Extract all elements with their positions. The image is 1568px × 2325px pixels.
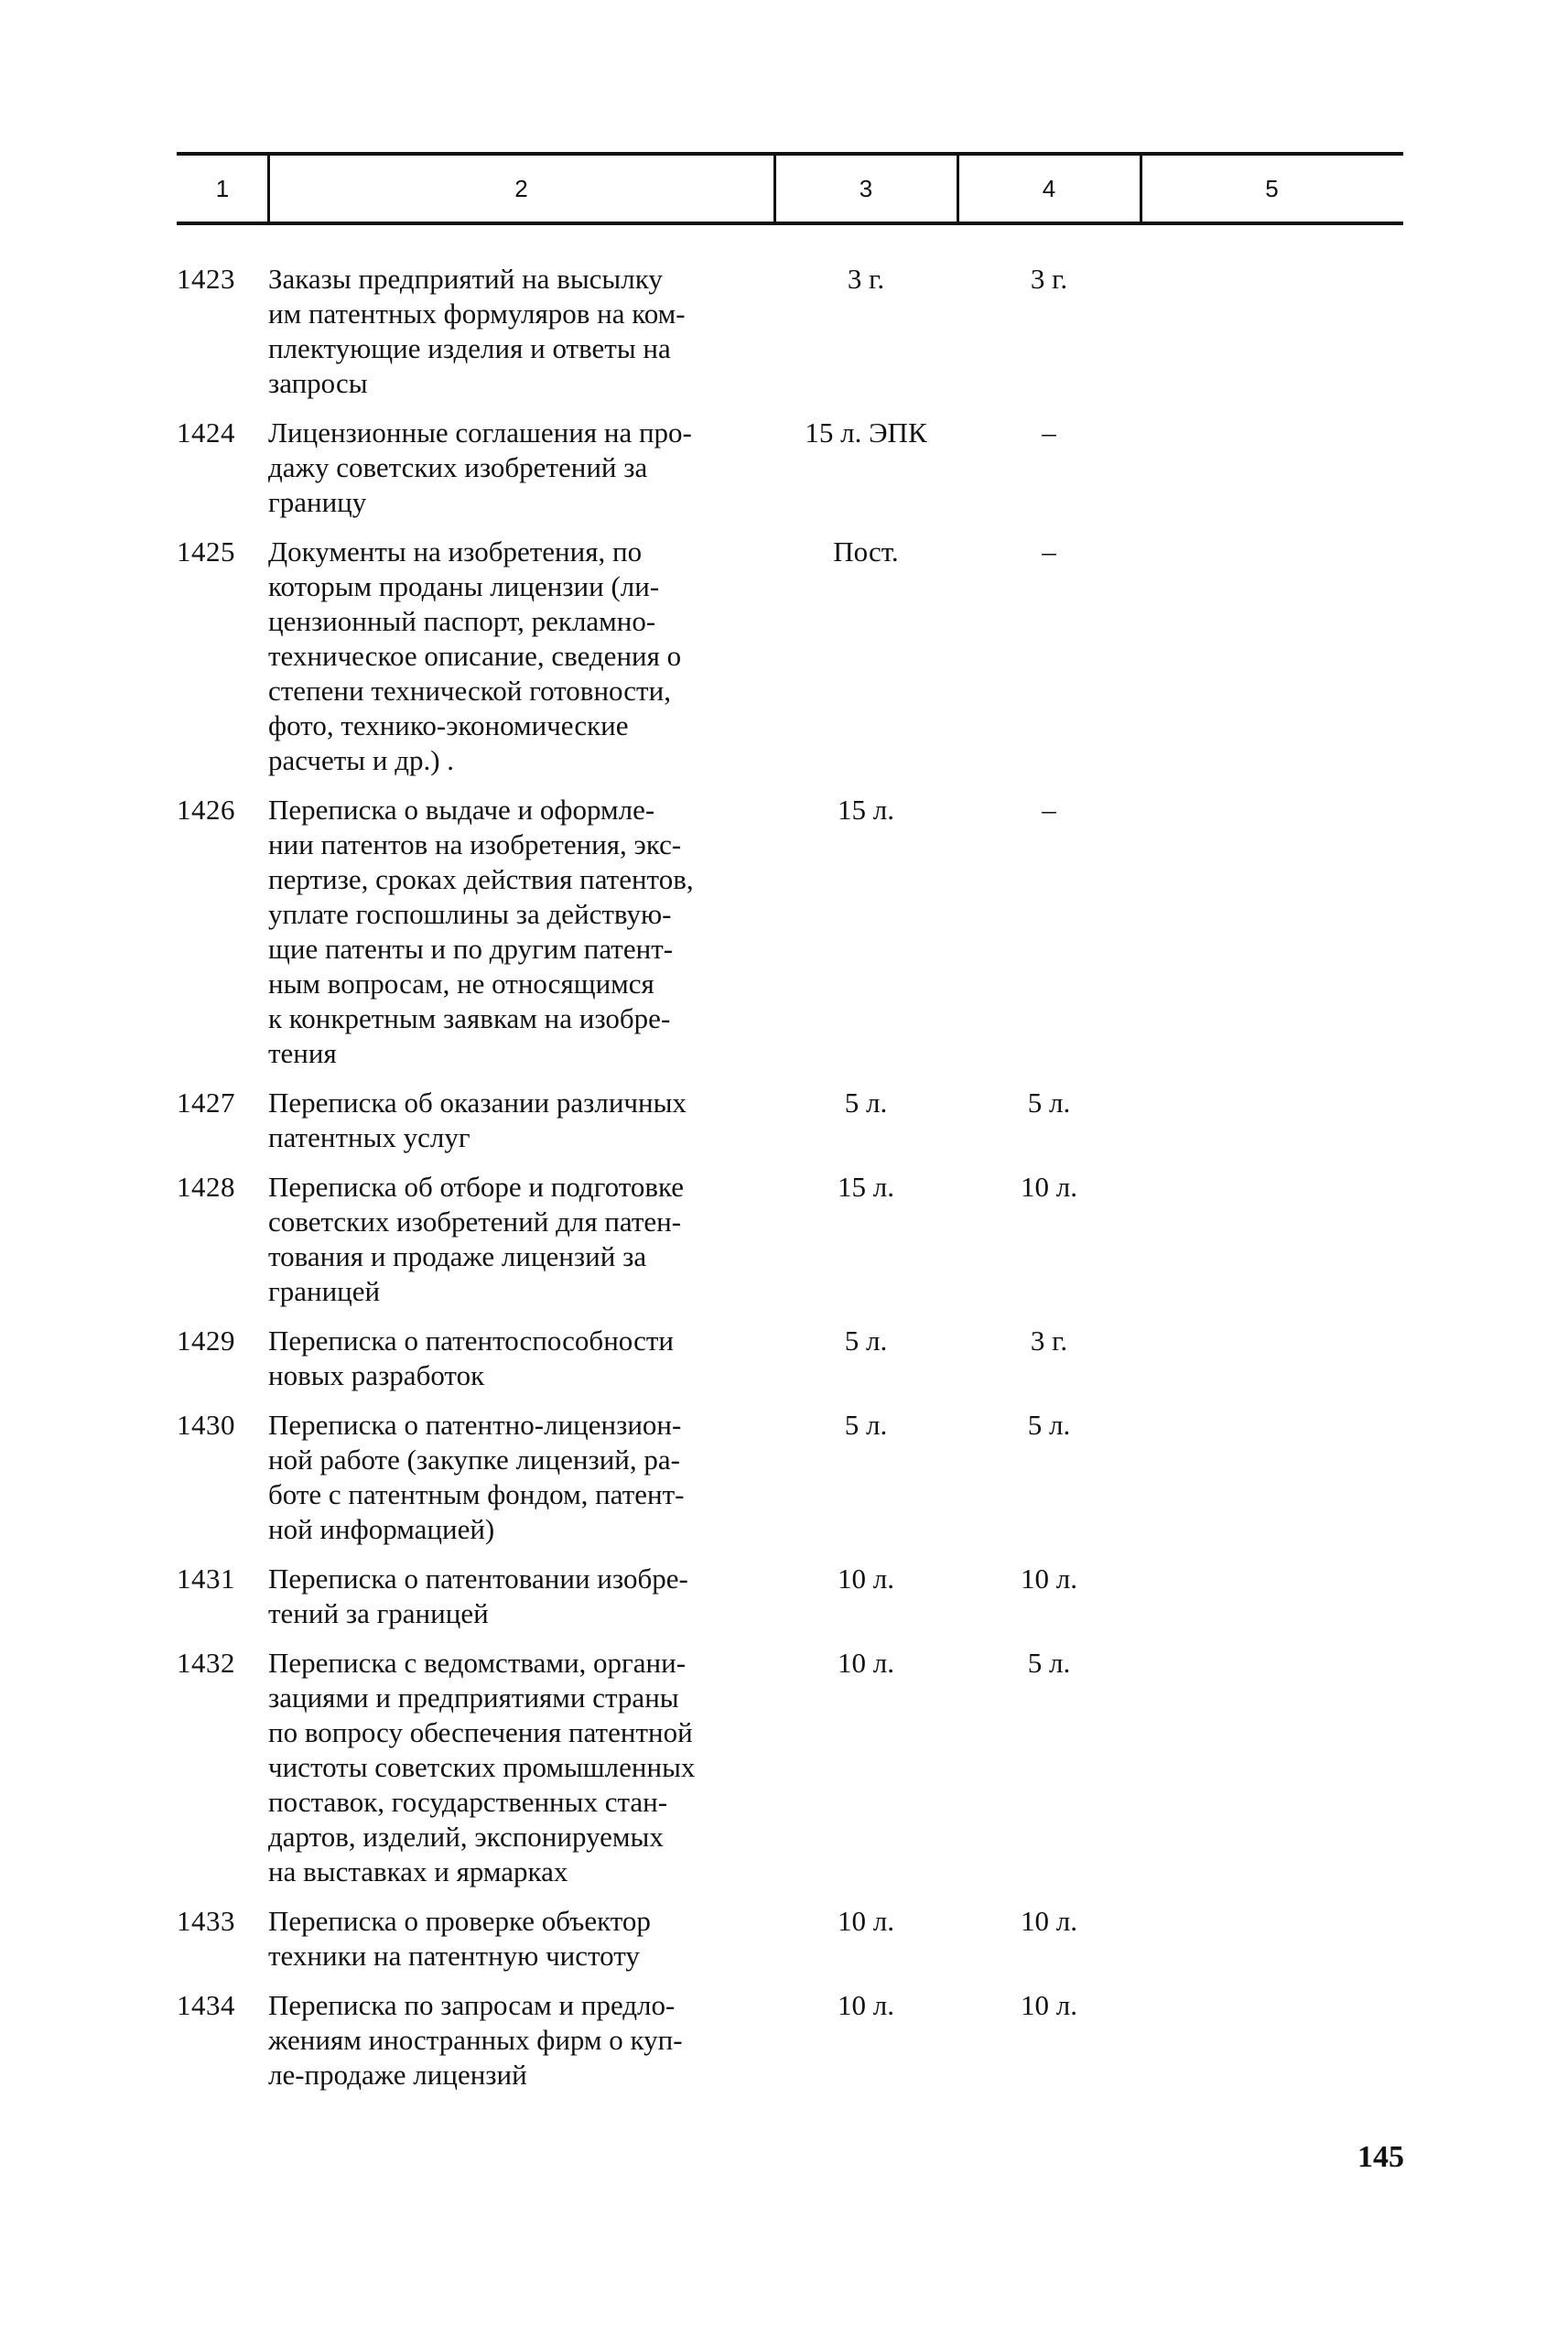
row-number: 1423 [177,263,235,295]
row-number: 1429 [177,1325,235,1357]
row-number: 1434 [177,1989,235,2021]
row-title: Переписка о патентно-лицензион- ной работе (закупке лицензий, ра- боте с патентным фондом, патент- ной информацией) [268,1409,685,1545]
row-retention-col4: – [1042,794,1056,826]
header-col-2: 2 [514,174,528,202]
row-number: 1427 [177,1087,235,1119]
header-col-5: 5 [1265,174,1279,202]
row-retention-col3: 15 л. [838,1171,894,1203]
table-row [177,1408,1403,1547]
row-note-col5 [1141,1324,1403,1393]
table-row [177,793,1403,1071]
row-number: 1428 [177,1171,235,1203]
row-retention-col4: 5 л. [1027,1647,1071,1679]
table-row [177,1086,1403,1155]
table-row [177,262,1403,401]
row-note-col5 [1141,262,1403,401]
row-retention-col4: 10 л. [1021,1905,1077,1937]
row-title: Лицензионные соглашения на про- дажу советских изобретений за границу [268,416,692,518]
row-title: Переписка с ведомствами, органи- зациями и предприятиями страны по вопросу обеспечения патентной чистоты советских промышленных поставок, государственных стан- дартов, изделий, экспонируемых на выставках и ярмарках [268,1647,696,1887]
row-retention-col4: 5 л. [1027,1087,1071,1119]
table-row [177,1170,1403,1309]
row-title: Переписка о патентовании изобре- тений за границей [268,1563,688,1629]
row-retention-col3: 10 л. [838,1563,894,1595]
row-note-col5 [1141,793,1403,1071]
table-header [177,152,1403,225]
row-retention-col3: 10 л. [838,1989,894,2021]
header-col-4: 4 [1042,174,1056,202]
table-row [177,1904,1403,1974]
row-title: Переписка об оказании различных патентных услуг [268,1087,687,1153]
row-retention-col4: 3 г. [1030,263,1068,295]
row-title: Переписка о выдаче и оформле- нии патентов на изобретения, экс- пертизе, сроках действия патентов, уплате госпошлины за действую- щие патенты и по другим патент- ным вопросам, не относящимся к конкретным заявкам на изобре- тения [268,794,694,1069]
row-retention-col3: 15 л. ЭПК [805,416,927,449]
row-number: 1430 [177,1409,235,1441]
row-title: Заказы предприятий на высылку им патентных формуляров на ком- плектующие изделия и ответы на запросы [268,263,686,399]
row-note-col5 [1141,1562,1403,1631]
row-note-col5 [1141,1988,1403,2092]
row-note-col5 [1141,535,1403,778]
table-row [177,1562,1403,1631]
header-col-1: 1 [215,174,230,202]
row-title: Документы на изобретения, по которым проданы лицензии (ли- цензионный паспорт, рекламно- техническое описание, сведения о степени технической готовности, фото, технико-экономические расчеты и др.) . [268,535,682,776]
row-retention-col3: 10 л. [838,1905,894,1937]
row-number: 1432 [177,1647,235,1679]
row-number: 1431 [177,1563,235,1595]
table-row [177,535,1403,778]
row-note-col5 [1141,1646,1403,1889]
row-retention-col3: 5 л. [844,1325,888,1357]
header-col-3: 3 [859,174,873,202]
row-note-col5 [1141,1170,1403,1309]
row-note-col5 [1141,1408,1403,1547]
row-retention-col3: 5 л. [844,1087,888,1119]
row-note-col5 [1141,1086,1403,1155]
table-row [177,1324,1403,1393]
row-number: 1426 [177,794,235,826]
row-retention-col4: 10 л. [1021,1171,1077,1203]
row-number: 1433 [177,1905,235,1937]
table-body [177,262,1403,2107]
table-row [177,1988,1403,2092]
row-retention-col4: 10 л. [1021,1989,1077,2021]
table-row [177,416,1403,520]
row-retention-col3: 5 л. [844,1409,888,1441]
row-title: Переписка о патентоспособности новых разработок [268,1325,674,1391]
row-retention-col4: 10 л. [1021,1563,1077,1595]
row-title: Переписка об отборе и подготовке советских изобретений для патен- тования и продаже лицензий за границей [268,1171,685,1307]
row-retention-col4: – [1042,416,1056,449]
row-retention-col4: 5 л. [1027,1409,1071,1441]
row-retention-col4: 3 г. [1030,1325,1068,1357]
row-note-col5 [1141,1904,1403,1974]
row-note-col5 [1141,416,1403,520]
row-retention-col3: 15 л. [838,794,894,826]
table-row [177,1646,1403,1889]
row-retention-col3: 3 г. [847,263,885,295]
row-retention-col3: Пост. [833,535,899,568]
row-retention-col3: 10 л. [838,1647,894,1679]
row-number: 1425 [177,535,235,568]
row-title: Переписка по запросам и предло- жениям иностранных фирм о куп- ле-продаже лицензий [268,1989,683,2091]
row-number: 1424 [177,416,235,449]
row-title: Переписка о проверке объектор техники на патентную чистоту [268,1905,651,1972]
page-number: 145 [1357,2140,1404,2174]
row-retention-col4: – [1042,535,1056,568]
